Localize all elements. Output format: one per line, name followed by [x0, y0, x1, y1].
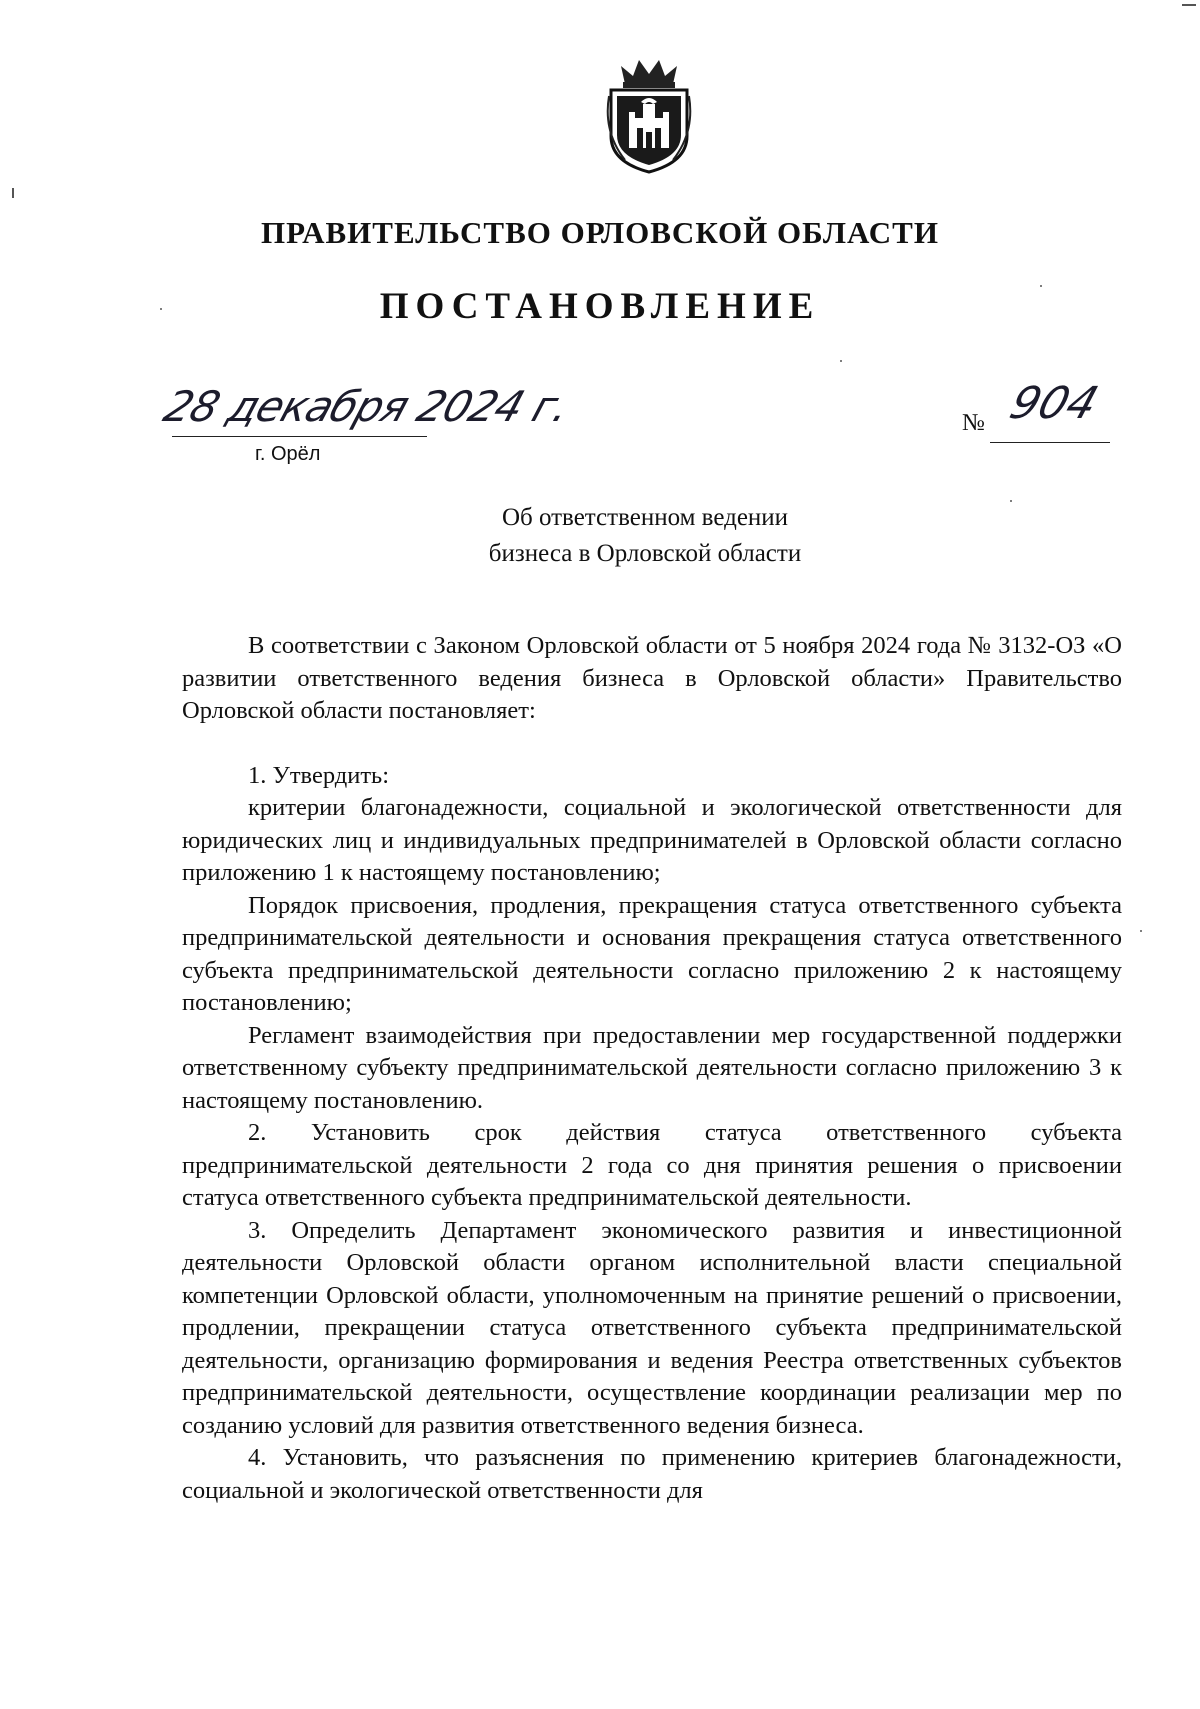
scan-speck: [1010, 500, 1012, 502]
clause-4-paragraph: 4. Установить, что разъяснения по применению критериев благонадежности, социальной и экологической ответственности для: [182, 1444, 1122, 1504]
scan-speck: [1140, 930, 1142, 932]
document-body: [182, 630, 1122, 1507]
preamble-paragraph: В соответствии с Законом Орловской области от 5 ноября 2024 года № 3132-ОЗ «О развитии ответственного ведения бизнеса в Орловской области» Правительство Орловской области постановляет:: [182, 632, 1122, 724]
clause-2-paragraph: 2. Установить срок действия статуса ответственного субъекта предпринимательской деятельности 2 года со дня принятия решения о присвоении статуса ответственного субъекта предпринимательской деятельности.: [182, 1119, 1122, 1211]
scan-speck: [1040, 285, 1042, 287]
handwritten-date: 28 декабря 2024 г.: [158, 382, 576, 431]
scan-speck: [840, 360, 842, 362]
clause-1-item-criteria: критерии благонадежности, социальной и экологической ответственности для юридических лиц и индивидуальных предпринимателей в Орловской области согласно приложению 1 к настоящему постановлению;: [182, 794, 1122, 886]
date-underline: [172, 436, 427, 437]
coat-of-arms-emblem: [603, 56, 695, 174]
clause-1-item-regulation: Регламент взаимодействия при предоставлении мер государственной поддержки ответственному субъекту предпринимательской деятельности согласно приложению 3 к настоящему постановлению.: [182, 1021, 1122, 1114]
handwritten-number: 904: [1003, 378, 1105, 429]
number-label: №: [962, 410, 985, 436]
organization-title: ПРАВИТЕЛЬСТВО ОРЛОВСКОЙ ОБЛАСТИ: [261, 215, 939, 250]
subject-line-1: Об ответственном ведении: [501, 504, 789, 531]
document-type-title: ПОСТАНОВЛЕНИЕ: [379, 286, 821, 327]
city-label: г. Орёл: [255, 443, 321, 465]
clause-3-paragraph: 3. Определить Департамент экономического развития и инвестиционной деятельности Орловской области органом исполнительной власти специальной компетенции Орловской области, уполномоченным на принятие решений о присвоении, продлении, прекращении статуса ответственного субъекта предпринимательской деятельности, организацию формирования и ведения Реестра ответственных субъектов предпринимательской деятельности, осуществление координации реализации мер по созданию условий для развития ответственного ведения бизнеса.: [182, 1216, 1122, 1439]
scan-mark: [1182, 4, 1196, 6]
scan-speck: [160, 308, 162, 310]
scan-mark: [12, 188, 14, 198]
subject-line-2: бизнеса в Орловской области: [488, 540, 802, 567]
clause-1-heading: 1. Утвердить:: [248, 761, 390, 789]
document-subject: [0, 500, 1200, 572]
number-underline: [990, 442, 1110, 443]
clause-1-item-procedure: Порядок присвоения, продления, прекращения статуса ответственного субъекта предпринимательской деятельности и основания прекращения статуса ответственного субъекта предпринимательской деятельности согласно приложению 2 к настоящему постановлению;: [182, 891, 1122, 1016]
